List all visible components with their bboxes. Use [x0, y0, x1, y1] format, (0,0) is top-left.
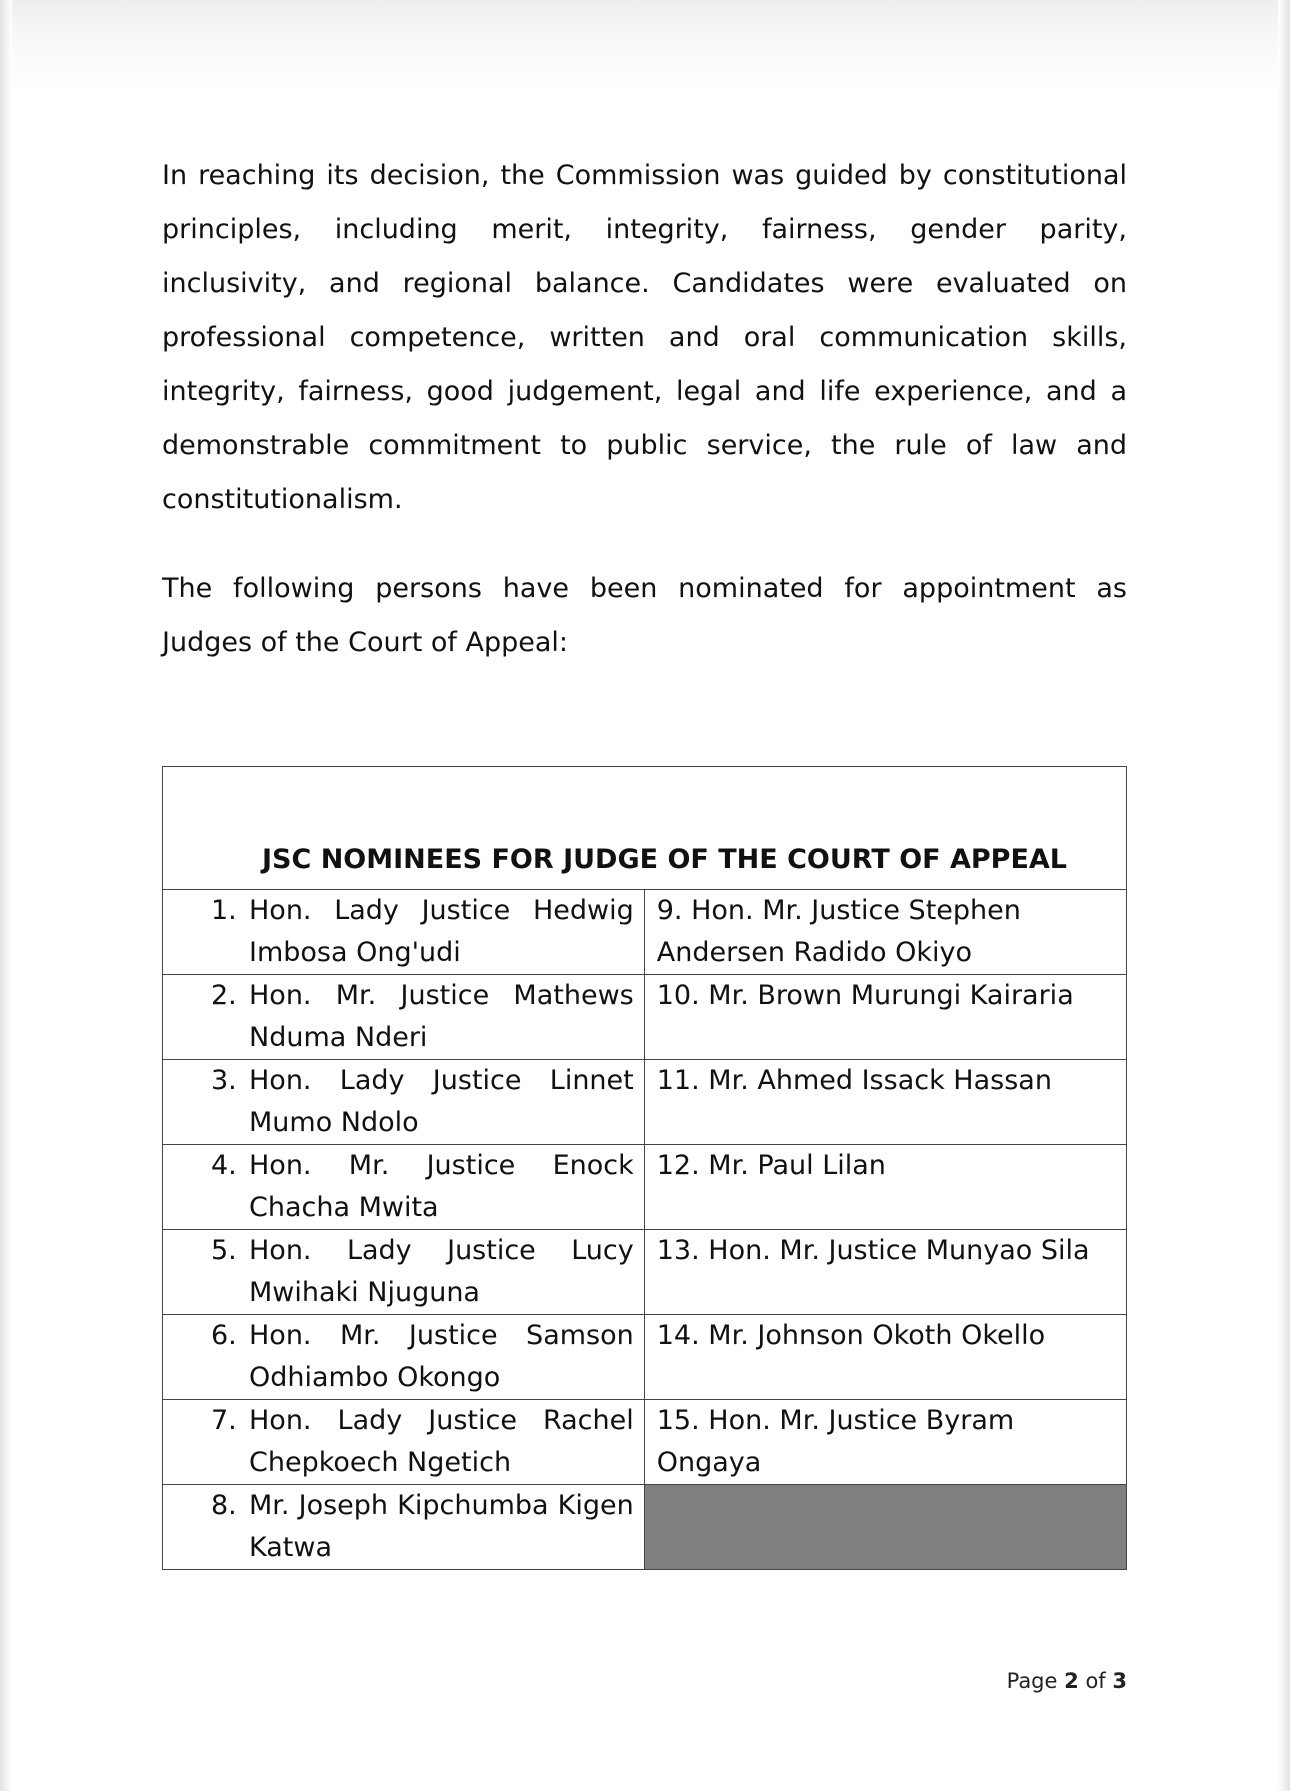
nominee-name: Mr. Ahmed Issack Hassan — [708, 1065, 1052, 1096]
nominee-number: 7. — [211, 1405, 237, 1436]
nominee-cell-9 — [644, 890, 1126, 975]
nominees-table-container — [162, 766, 1127, 1570]
nominee-cell-15 — [644, 1400, 1126, 1485]
page-total: 3 — [1112, 1669, 1127, 1693]
nominee-number: 5. — [211, 1235, 237, 1266]
nominee-cell-5 — [163, 1230, 645, 1315]
nominee-cell-6 — [163, 1315, 645, 1400]
table-row — [163, 1485, 1127, 1570]
nominee-name: Hon. Lady Justice Hedwig Imbosa Ong'udi — [249, 895, 634, 968]
nominee-number: 14. — [656, 1320, 700, 1351]
page-of-label: of — [1085, 1669, 1106, 1693]
nominee-name: Hon. Mr. Justice Enock Chacha Mwita — [249, 1150, 634, 1223]
nominee-name: Hon. Mr. Justice Mathews Nduma Nderi — [249, 980, 634, 1053]
nominee-name: Hon. Mr. Justice Byram Ongaya — [656, 1405, 1015, 1478]
nominee-cell-14 — [644, 1315, 1126, 1400]
nominee-cell-7 — [163, 1400, 645, 1485]
table-row — [163, 890, 1127, 975]
table-row — [163, 975, 1127, 1060]
nominee-number: 10. — [656, 980, 700, 1011]
nominee-number: 8. — [211, 1490, 237, 1521]
paragraph-nominations-intro: The following persons have been nominated for appointment as Judges of the Court of Appeal: — [162, 573, 1127, 658]
nominee-cell-3 — [163, 1060, 645, 1145]
nominee-name: Mr. Johnson Okoth Okello — [708, 1320, 1046, 1351]
table-row — [163, 1230, 1127, 1315]
nominee-name: Hon. Mr. Justice Stephen Andersen Radido Okiyo — [656, 895, 1021, 968]
nominee-name: Hon. Lady Justice Rachel Chepkoech Ngetich — [249, 1405, 634, 1478]
nominee-cell-11 — [644, 1060, 1126, 1145]
nominee-number: 6. — [211, 1320, 237, 1351]
table-row — [163, 1315, 1127, 1400]
nominees-table — [162, 766, 1127, 1570]
table-title-text: JSC NOMINEES FOR JUDGE OF THE COURT OF APPEAL — [261, 844, 1068, 875]
nominee-name: Mr. Joseph Kipchumba Kigen Katwa — [249, 1490, 634, 1563]
nominee-number: 4. — [211, 1150, 237, 1181]
nominee-number: 15. — [656, 1405, 700, 1436]
paragraph-decision-principles: In reaching its decision, the Commission was guided by constitutional principles, including merit, integrity, fairness, gender parity, inclusivity, and regional balance. Candidates were evaluated on professional competence, written and oral communication skills, integrity, fairness, good judgement, legal and life experience, and a demonstrable commitment to public service, the rule of law and constitutionalism. — [162, 160, 1127, 515]
nominee-name: Mr. Brown Murungi Kairaria — [708, 980, 1074, 1011]
nominee-name: Hon. Lady Justice Linnet Mumo Ndolo — [249, 1065, 634, 1138]
nominee-cell-10 — [644, 975, 1126, 1060]
nominee-cell-12 — [644, 1145, 1126, 1230]
nominee-number: 1. — [211, 895, 237, 926]
table-row — [163, 1060, 1127, 1145]
nominee-number: 11. — [656, 1065, 700, 1096]
table-row — [163, 1145, 1127, 1230]
nominee-cell-2 — [163, 975, 645, 1060]
page-current: 2 — [1064, 1669, 1079, 1693]
nominee-name: Hon. Mr. Justice Samson Odhiambo Okongo — [249, 1320, 634, 1393]
nominee-name: Hon. Lady Justice Lucy Mwihaki Njuguna — [249, 1235, 634, 1308]
nominee-name: Hon. Mr. Justice Munyao Sila — [708, 1235, 1090, 1266]
nominee-number: 3. — [211, 1065, 237, 1096]
page-right-shadow — [1278, 0, 1290, 1791]
table-row — [163, 1400, 1127, 1485]
nominee-name: Mr. Paul Lilan — [708, 1150, 886, 1181]
page-top-shadow — [0, 0, 1290, 90]
page-label: Page — [1006, 1669, 1058, 1693]
nominee-number: 13. — [656, 1235, 700, 1266]
nominee-number: 9. — [656, 895, 683, 926]
page-left-shadow — [0, 0, 12, 1791]
nominee-cell-13 — [644, 1230, 1126, 1315]
empty-shaded-cell — [644, 1485, 1126, 1570]
table-header-row — [163, 767, 1127, 890]
nominee-number: 2. — [211, 980, 237, 1011]
nominee-cell-8 — [163, 1485, 645, 1570]
nominee-number: 12. — [656, 1150, 700, 1181]
table-title — [163, 767, 1127, 890]
nominee-cell-4 — [163, 1145, 645, 1230]
nominee-cell-1 — [163, 890, 645, 975]
page-number — [1007, 1669, 1127, 1693]
